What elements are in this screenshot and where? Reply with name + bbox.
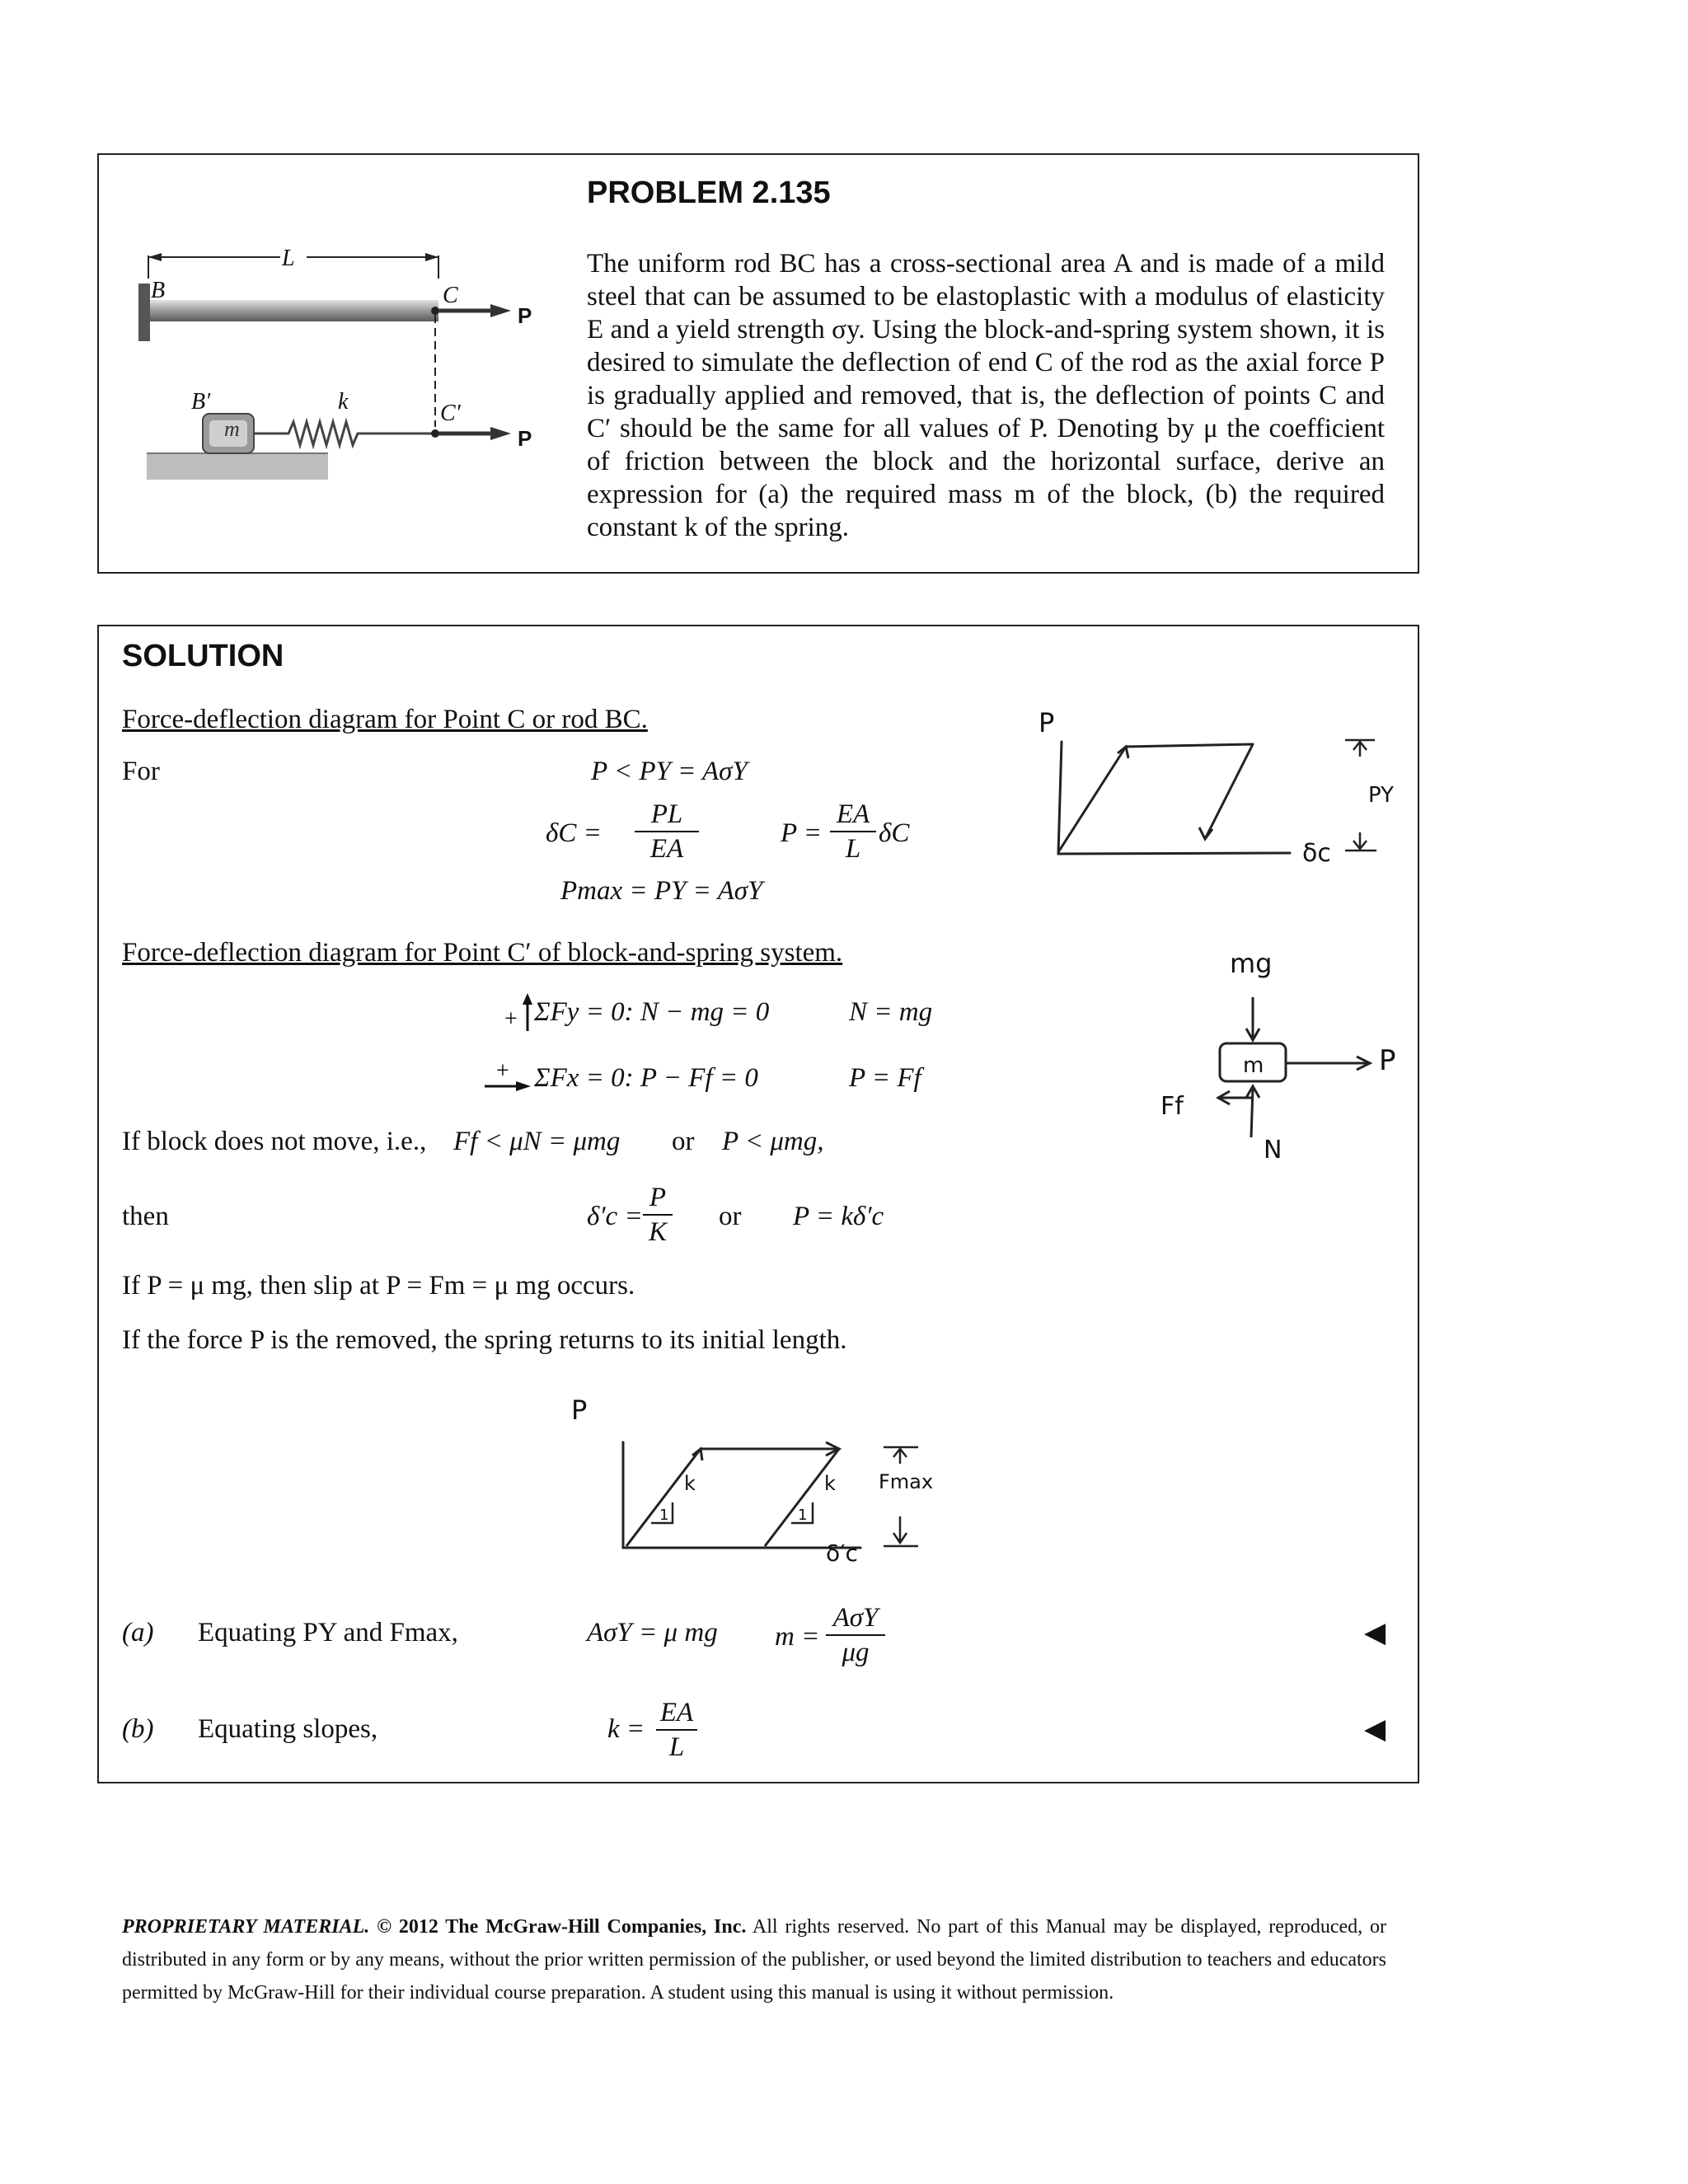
no-move-eq2: P < μmg, <box>722 1127 824 1156</box>
fbd-p-label: P <box>1379 1044 1396 1077</box>
p-denominator: L <box>830 831 876 865</box>
removed-text: If the force P is the removed, the spring returns to its initial length. <box>122 1325 847 1355</box>
slip-text: If P = μ mg, then slip at P = Fm = μ mg occurs. <box>122 1271 635 1301</box>
p-fraction <box>830 798 876 865</box>
fig-label-b-prime: B′ <box>191 389 211 415</box>
fig-label-mass: m <box>224 417 240 441</box>
sketch2-delta-label: δ′c <box>826 1540 858 1567</box>
sign-convention-right-arrow <box>483 1058 532 1096</box>
rod-block-spring-figure <box>124 239 569 503</box>
part-a-m: m = <box>775 1622 820 1652</box>
fbd-m-label: m <box>1243 1053 1264 1078</box>
diagram2-heading: Force-deflection diagram for Point C′ of block-and-spring system. <box>122 938 843 968</box>
p-result: P = Ff <box>849 1063 921 1093</box>
fig-label-c: C <box>443 283 458 308</box>
part-b-fraction <box>656 1696 697 1764</box>
for-label: For <box>122 757 160 786</box>
footer-body: All rights reserved. No part of this Manual may be displayed, reproduced, or distributed in any form or by any means, without the prior written permission of the publisher, or used beyond the limited distribution to teachers and educators permitted by McGraw-Hill for their individual course preparation. A student using this manual is using it without permission. <box>122 1916 1386 2004</box>
sketch1-p-label: P <box>1039 707 1055 738</box>
part-b-label: (b) <box>122 1714 154 1744</box>
sketch1-delta-label: δc <box>1302 839 1331 868</box>
part-b-numerator: EA <box>659 1698 694 1727</box>
part-a-fraction <box>826 1601 885 1669</box>
part-a-denominator: μg <box>826 1634 885 1669</box>
delta-c-lhs: δC = <box>546 818 602 848</box>
p-lhs: P = <box>781 818 823 848</box>
delta-prime-denominator: K <box>643 1214 673 1249</box>
diagram1-heading: Force-deflection diagram for Point C or rod BC. <box>122 705 648 734</box>
sketch2-k1-label: k <box>684 1472 696 1495</box>
fbd-ff-label: Ff <box>1160 1092 1184 1121</box>
no-move-text: If block does not move, i.e., <box>122 1127 427 1156</box>
or-2: or <box>719 1202 742 1231</box>
part-a-eq: AσY = μ mg <box>587 1618 718 1647</box>
p-k-delta: P = kδ′c <box>793 1202 884 1231</box>
footer-notice <box>122 1910 1386 2009</box>
svg-text:+: + <box>496 1058 509 1084</box>
problem-statement: The uniform rod BC has a cross-sectional area A and is made of a mild steel that can be assumed to be elastoplastic with a modulus of elasticity E and a yield strength σy. Using the block-and-spring system shown, it is desired to simulate the deflection of end C of the rod as the axial force P is gradually applied and removed, that is, the deflection of points C and C′ should be the same for all values of P. Denoting by μ the coefficient of friction between the block and the horizontal surface, derive an expression for (a) the required mass m of the block, (b) the required constant k of the spring. <box>587 249 1385 542</box>
part-a-label: (a) <box>122 1618 154 1647</box>
part-a-numerator: AσY <box>832 1603 879 1633</box>
sketch-rod-force-deflection <box>1047 717 1409 882</box>
sketch2-k2-label: k <box>824 1472 836 1495</box>
sketch2-p-label: P <box>571 1394 588 1426</box>
delta-prime-numerator: P <box>649 1183 667 1212</box>
fig-label-force-bottom: P <box>518 426 532 451</box>
sketch1-py-label: PY <box>1368 783 1394 808</box>
or-1: or <box>672 1127 695 1156</box>
fig-label-c-prime: C′ <box>440 401 461 426</box>
sum-fy: ΣFy = 0: N − mg = 0 <box>534 997 770 1027</box>
part-a-text: Equating PY and Fmax, <box>198 1618 458 1647</box>
eq-pmax: Pmax = PY = AσY <box>560 876 763 906</box>
fbd-n-label: N <box>1264 1136 1282 1165</box>
no-move-eq: Ff < μN = μmg <box>453 1127 621 1156</box>
sign-convention-up-arrow <box>504 993 537 1034</box>
p-numerator: EA <box>836 799 870 829</box>
answer-marker-a: ◀ <box>1364 1618 1386 1648</box>
sketch2-one2-label: 1 <box>798 1507 808 1524</box>
fig-label-length: L <box>282 246 295 271</box>
part-b-denominator: L <box>656 1729 697 1764</box>
delta-c-denominator: EA <box>635 831 699 865</box>
svg-text:+: + <box>504 1006 518 1032</box>
delta-c-fraction <box>635 798 699 865</box>
sum-fx: ΣFx = 0: P − Ff = 0 <box>534 1063 758 1093</box>
then-label: then <box>122 1202 169 1231</box>
fig-label-spring: k <box>338 389 349 415</box>
sketch2-fmax-label: Fmax <box>879 1470 934 1493</box>
fig-label-b: B <box>151 278 166 303</box>
footer-lead: PROPRIETARY MATERIAL. <box>122 1916 370 1938</box>
fig-label-force-top: P <box>518 303 532 328</box>
sketch2-one1-label: 1 <box>659 1507 669 1524</box>
n-result: N = mg <box>849 997 933 1027</box>
solution-heading: SOLUTION <box>122 639 284 673</box>
p-rhs: δC <box>879 818 910 848</box>
delta-c-numerator: PL <box>650 799 683 829</box>
answer-marker-b: ◀ <box>1364 1714 1386 1745</box>
fbd-mg-label: mg <box>1230 948 1273 979</box>
footer-copyright: © 2012 The McGraw-Hill Companies, Inc. <box>377 1916 747 1938</box>
eq-condition: P < PY = AσY <box>591 757 748 786</box>
delta-prime-fraction <box>643 1181 673 1249</box>
delta-prime-lhs: δ′c = <box>587 1202 643 1231</box>
problem-title: PROBLEM 2.135 <box>587 176 831 210</box>
part-b-k: k = <box>607 1714 645 1744</box>
part-b-text: Equating slopes, <box>198 1714 378 1744</box>
sketch-block-spring-force-deflection <box>577 1418 973 1582</box>
